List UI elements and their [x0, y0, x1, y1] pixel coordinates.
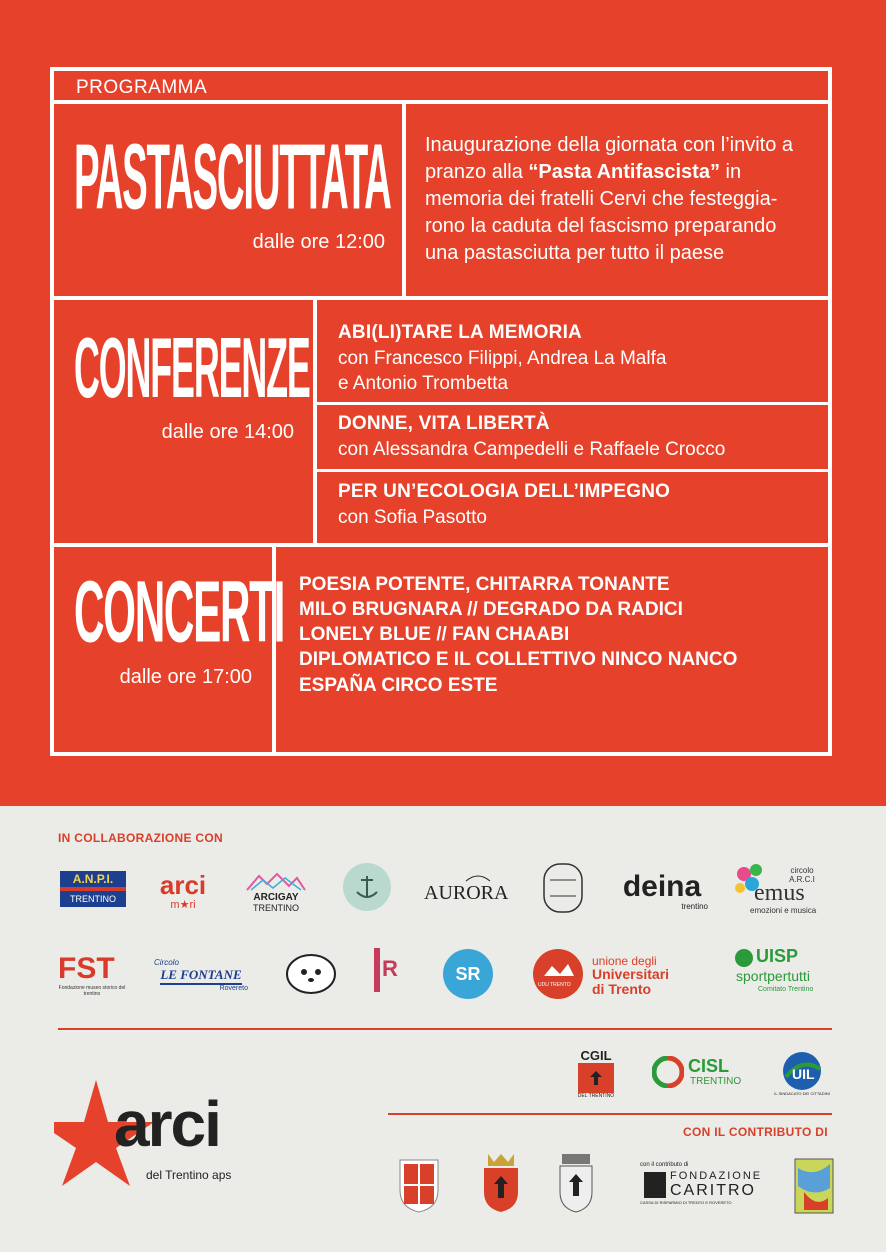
- le-fontane-logo: [154, 955, 248, 995]
- caritro-top: con il contributo di: [640, 1162, 689, 1168]
- crest-icon: [396, 1156, 442, 1214]
- cgil-sub: DEL TRENTINO: [577, 1092, 615, 1099]
- uisp-name: UISP: [756, 946, 799, 966]
- aurora-icon: [418, 873, 514, 909]
- concerti-time: dalle ore 17:00: [119, 666, 252, 688]
- conferenze-divider: [313, 296, 317, 547]
- pasta-title: PASTASCIUTTATA: [74, 124, 391, 229]
- conf-line-2: [313, 469, 832, 472]
- caritro-line2: CARITRO: [670, 1182, 756, 1199]
- uisp-sub: sportpertutti: [736, 968, 810, 984]
- crowned-crest-icon: [478, 1152, 524, 1214]
- fontane-sub: Rovereto: [219, 985, 248, 992]
- emus-top: circolo A.R.C.I: [789, 866, 815, 884]
- concert-line-2: MILO BRUGNARA // DEGRADO DA RADICI: [299, 599, 683, 620]
- trento-crest-logo: [478, 1152, 524, 1214]
- cisl-sub: TRENTINO: [690, 1076, 742, 1087]
- concert-line-1: POESIA POTENTE, CHITARRA TONANTE: [299, 574, 670, 595]
- emus-sub: emozioni e musica: [750, 906, 817, 915]
- anchor-circle-logo: [342, 862, 392, 912]
- fontane-name: LE FONTANE: [160, 967, 241, 985]
- conf-item-1-title: ABI(LI)TARE LA MEMORIA: [338, 322, 582, 343]
- comune-crest-logo: [556, 1152, 596, 1214]
- cisl-icon: [652, 1056, 684, 1088]
- aurora-logo: [418, 873, 514, 909]
- udu-badge: UDU TRENTO: [538, 982, 571, 988]
- concerti-title: CONCERTI: [74, 562, 285, 661]
- concert-line-4: DIPLOMATICO E IL COLLETTIVO NINCO NANCO: [299, 649, 738, 670]
- frame-right-line: [828, 67, 832, 756]
- artwork-logo: [794, 1158, 834, 1214]
- arcigay-sub: TRENTINO: [253, 902, 299, 913]
- face-logo: [282, 950, 340, 996]
- cisl-name: CISL: [688, 1056, 730, 1076]
- svg-text:R: R: [382, 956, 398, 981]
- fst-name: FST: [58, 952, 115, 985]
- provincia-crest-logo: [396, 1156, 442, 1214]
- conferenze-title: CONFERENZE: [74, 319, 310, 416]
- anpi-sub: TRENTINO: [60, 891, 126, 907]
- footer-divider-1: [58, 1028, 832, 1030]
- arci-trentino-logo: [54, 1078, 254, 1188]
- fst-sub: Fondazione museo storico del trentino: [58, 985, 126, 997]
- uisp-sub2: Comitato Trentino: [758, 986, 814, 993]
- sr-name: SR: [455, 963, 481, 984]
- caffe-pace-logo: [540, 862, 586, 914]
- uil-logo: [772, 1048, 832, 1098]
- frame-bottom-line: [50, 752, 832, 756]
- sr-logo: [442, 948, 494, 1000]
- uil-icon: [780, 1051, 824, 1091]
- contribution-label: CON IL CONTRIBUTO DI: [683, 1125, 828, 1139]
- uil-name: UIL: [792, 1065, 815, 1082]
- emus-name: emus: [754, 880, 805, 906]
- fst-logo: [58, 952, 126, 998]
- arcigay-name: ARCIGAY: [253, 891, 299, 903]
- uil-sub: IL SINDACATO DEI CITTADINI: [774, 1090, 830, 1096]
- face-icon: [282, 950, 340, 996]
- frame-left-line: [50, 67, 54, 756]
- frame-top-line: [50, 67, 832, 71]
- pasta-description: Inaugurazione della giornata con l’invito a pranzo alla “Pasta Antifascista” in memoria dei fratelli Cervi che festeggia-rono la caduta del fascismo preparando una pastasciutta per tutto il paese: [425, 134, 794, 264]
- caritro-logo: [636, 1162, 766, 1206]
- deina-name: deina: [622, 869, 702, 903]
- cisl-logo: [652, 1054, 744, 1090]
- conf-item-3-line1: con Sofia Pasotto: [338, 507, 487, 528]
- conferenze-time: dalle ore 14:00: [161, 421, 294, 443]
- arci-name: arci: [114, 1088, 220, 1160]
- mountains-icon: [245, 872, 307, 892]
- cgil-name: CGIL: [580, 1047, 612, 1063]
- conf-item-3-title: PER UN’ECOLOGIA DELL’IMPEGNO: [338, 481, 671, 502]
- cgil-logo: [576, 1046, 616, 1100]
- arci-mori-name: arci: [159, 869, 207, 900]
- eagle-icon: [588, 1069, 604, 1087]
- shield-crest-icon: [556, 1152, 596, 1214]
- anchor-icon: [342, 862, 392, 912]
- arcigay-logo: [241, 868, 311, 916]
- caritro-line1: FONDAZIONE: [670, 1170, 763, 1182]
- fontane-top: Circolo: [154, 958, 179, 967]
- badge-icon: [540, 862, 586, 914]
- section-line-1: [50, 100, 832, 104]
- anpi-name: A.N.P.I.: [60, 871, 126, 887]
- caritro-line3: CASSA DI RISPARMIO DI TRENTO E ROVERETO: [640, 1200, 732, 1205]
- udu-line2: Universitari: [592, 966, 670, 982]
- conf-line-1: [313, 402, 832, 405]
- rete-logo: [370, 946, 406, 1000]
- concert-line-5: ESPAÑA CIRCO ESTE: [299, 675, 498, 696]
- arci-mori-sub: m★ri: [170, 898, 196, 911]
- section-line-2: [50, 296, 832, 300]
- programma-label: PROGRAMMA: [76, 77, 208, 98]
- conf-item-1-line1: con Francesco Filippi, Andrea La Malfa: [338, 348, 667, 369]
- footer-divider-2: [388, 1113, 832, 1115]
- pasta-time: dalle ore 12:00: [252, 231, 385, 253]
- conf-item-2-line1: con Alessandra Campedelli e Raffaele Crocco: [338, 439, 726, 460]
- deina-logo: [616, 868, 708, 914]
- concert-line-3: LONELY BLUE // FAN CHAABI: [299, 624, 570, 645]
- conf-item-1-line2: e Antonio Trombetta: [338, 373, 509, 394]
- collaboration-label: IN COLLABORAZIONE CON: [58, 831, 223, 845]
- udu-logo: [532, 948, 702, 1000]
- udu-badge-icon: [532, 948, 584, 1000]
- udu-line3: di Trento: [592, 981, 652, 997]
- anpi-logo: [60, 868, 126, 910]
- aurora-name: AURORA: [424, 882, 509, 904]
- section-line-3: [50, 543, 832, 547]
- udu-line1: unione degli: [592, 954, 657, 968]
- emus-logo: [734, 862, 826, 916]
- bracket-r-icon: [370, 946, 406, 1000]
- deina-sub: trentino: [681, 901, 708, 911]
- pasta-divider: [402, 100, 406, 300]
- conf-item-2-title: DONNE, VITA LIBERTÀ: [338, 413, 550, 434]
- arci-sub: del Trentino aps: [146, 1168, 232, 1182]
- colorful-art-icon: [794, 1158, 834, 1214]
- arci-mori-logo: [146, 868, 220, 914]
- uisp-logo: [734, 946, 828, 998]
- uisp-icon: [734, 948, 754, 968]
